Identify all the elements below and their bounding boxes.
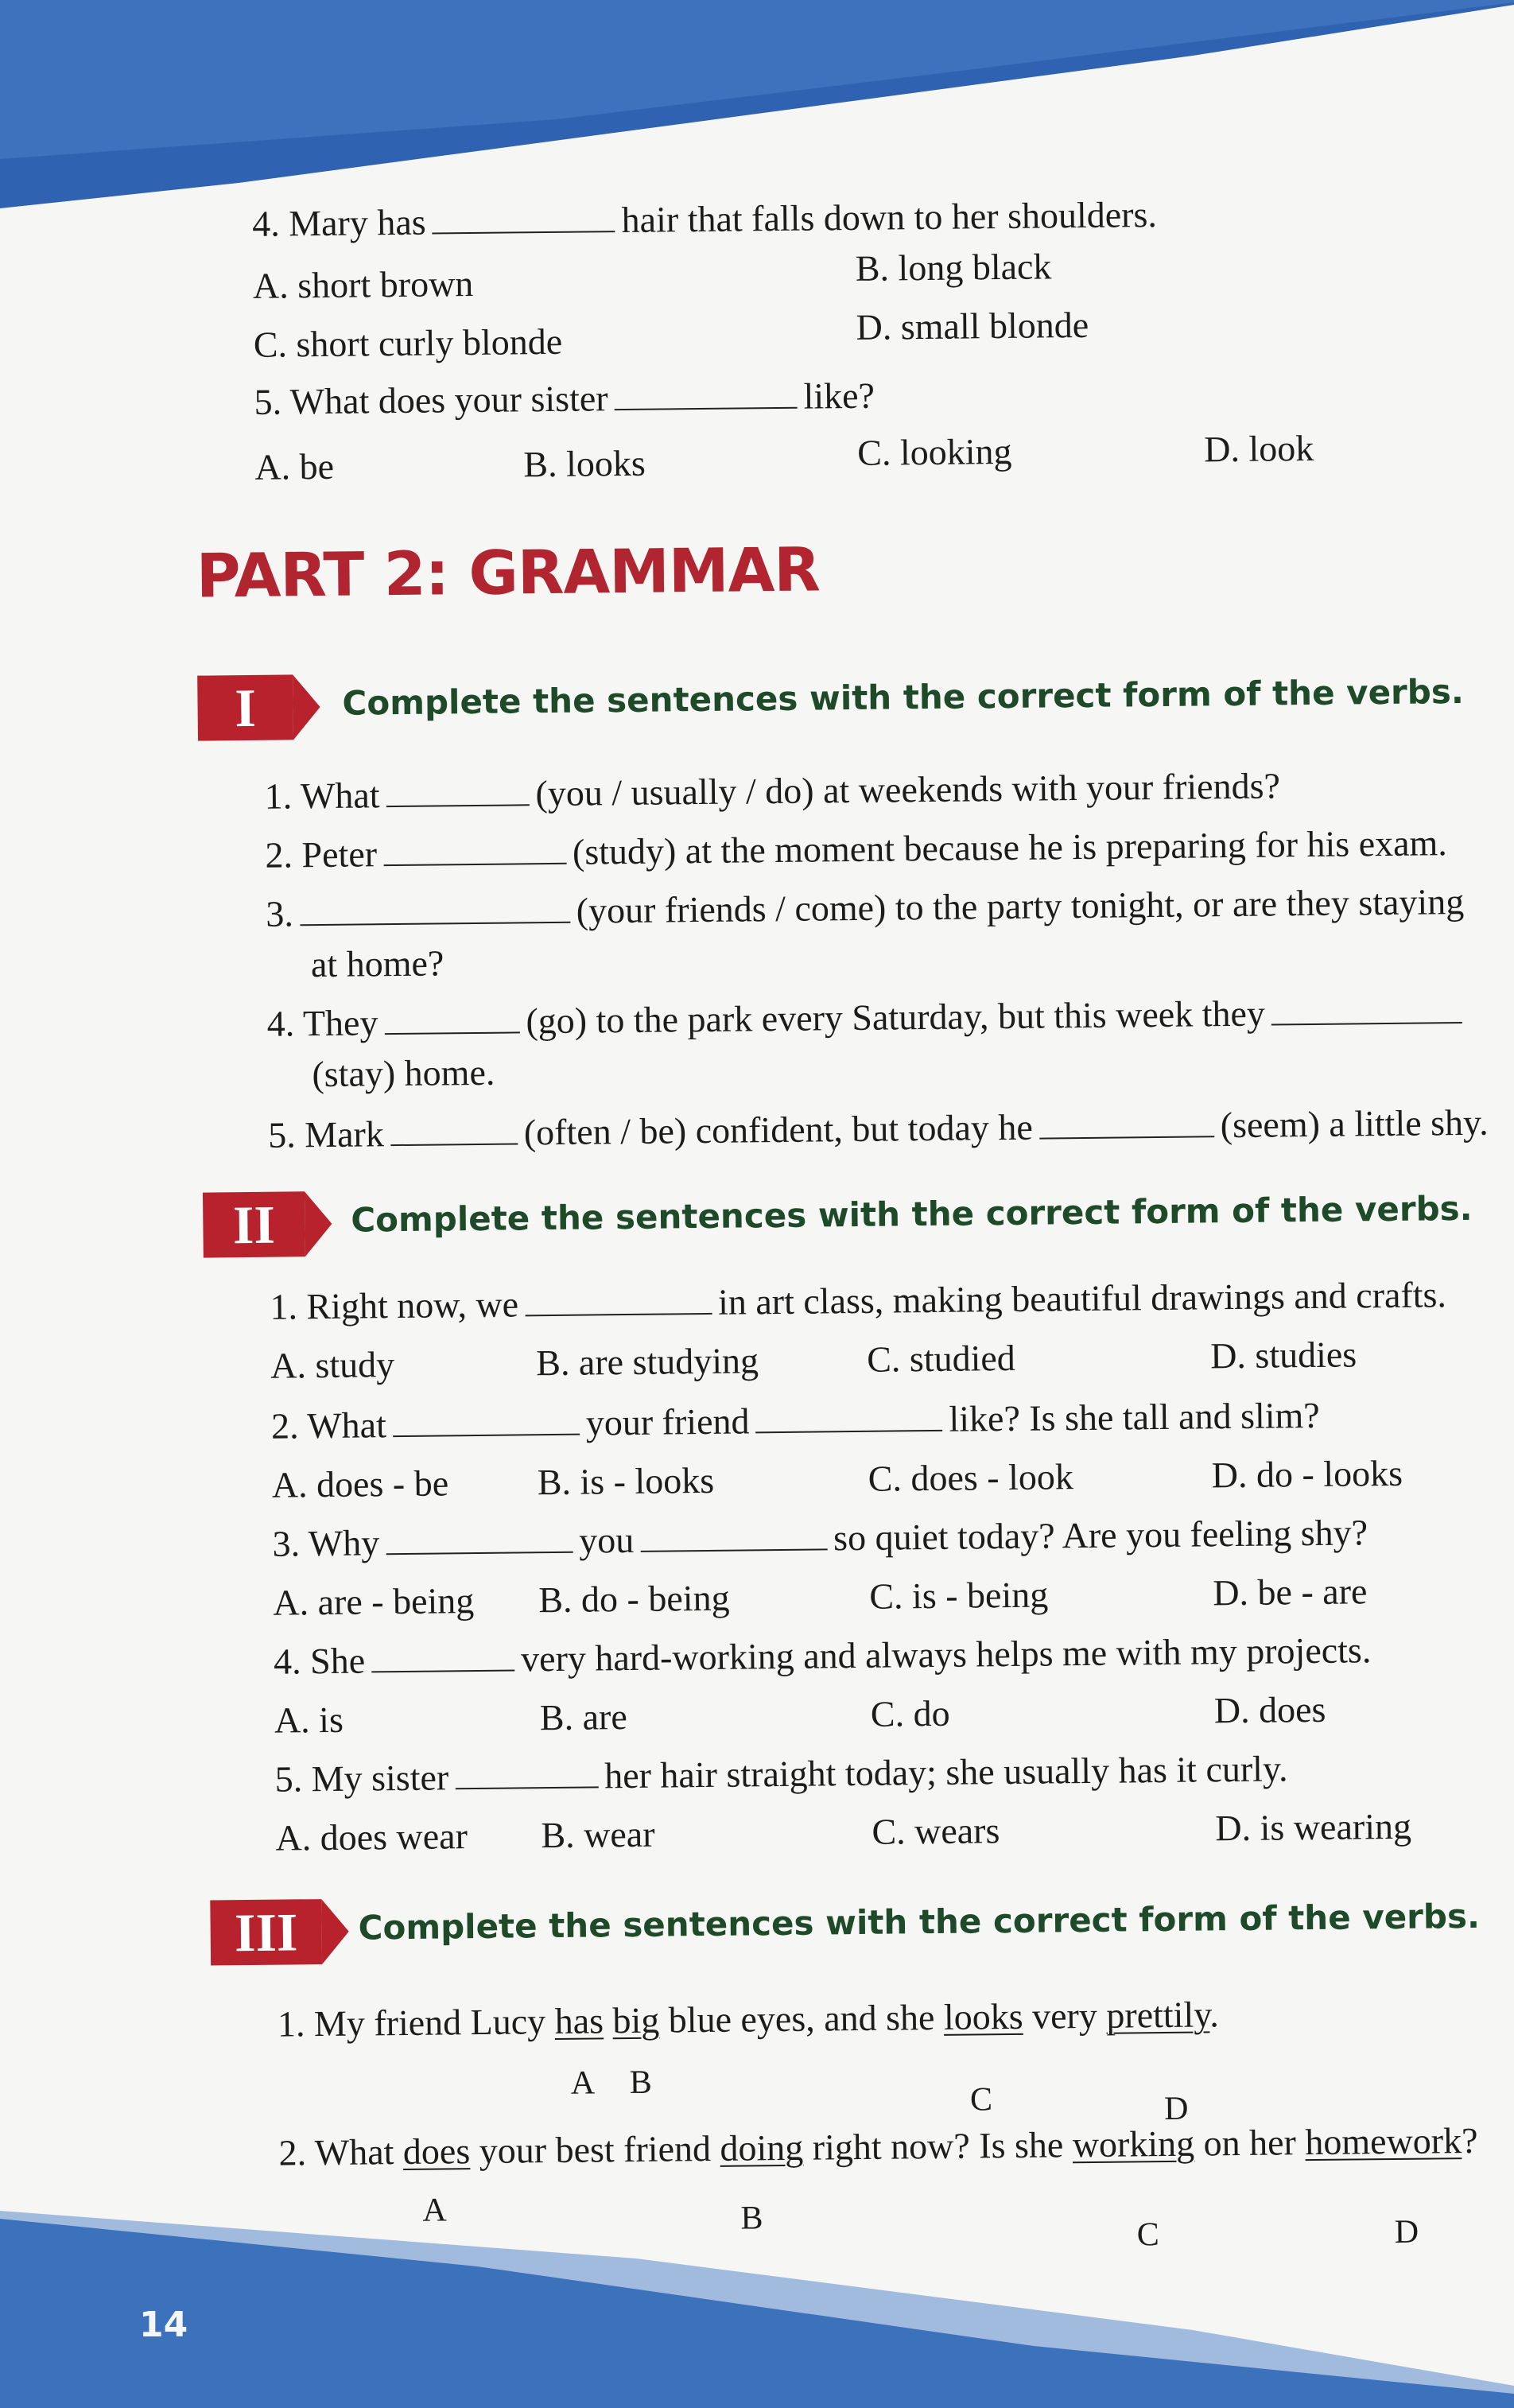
option-a[interactable]: A. study: [270, 1344, 395, 1386]
option-b[interactable]: B. are studying: [535, 1340, 759, 1384]
option-b[interactable]: B. long black: [855, 246, 1052, 289]
question-line: 2. Peter (study) at the moment because he is preparing for his exam.: [265, 822, 1448, 876]
option-d[interactable]: D. look: [1203, 427, 1314, 470]
section-numeral: I: [197, 674, 293, 740]
answer-blank[interactable]: [386, 1523, 573, 1555]
part-title: PART 2: GRAMMAR: [196, 534, 821, 612]
answer-blank[interactable]: [384, 1003, 519, 1035]
underlined-part-a[interactable]: does: [402, 2130, 471, 2173]
question-line: 5. My sister her hair straight today; she usually has it curly.: [274, 1748, 1288, 1800]
answer-blank[interactable]: [1271, 993, 1462, 1026]
option-a[interactable]: A. be: [254, 445, 335, 487]
question-line: 1. Right now, we in art class, making beautiful drawings and crafts.: [270, 1274, 1447, 1327]
section-instruction: Complete the sentences with the correct form of the verbs.: [351, 1188, 1473, 1240]
answer-blank[interactable]: [386, 775, 529, 807]
answer-blank[interactable]: [614, 379, 797, 410]
page-number: 14: [139, 2305, 188, 2345]
underlined-part-b[interactable]: big: [612, 1999, 660, 2041]
answer-blank[interactable]: [300, 893, 570, 926]
option-c[interactable]: C. do: [870, 1692, 950, 1734]
section-instruction: Complete the sentences with the correct form of the verbs.: [358, 1896, 1481, 1948]
error-question-line: 1. My friend Lucy has big blue eyes, and she looks very prettily.: [277, 1994, 1219, 2045]
option-b[interactable]: B. looks: [523, 442, 646, 485]
option-letter: B: [629, 2064, 652, 2102]
arrow-icon: [305, 1191, 332, 1256]
option-a[interactable]: A. is: [274, 1699, 344, 1741]
question-line: 2. What your friend like? Is she tall and slim?: [270, 1394, 1320, 1447]
option-c[interactable]: C. studied: [866, 1337, 1016, 1380]
option-d[interactable]: D. be - are: [1213, 1571, 1368, 1614]
section-numeral: II: [203, 1191, 305, 1257]
question-line: 3. Why you so quiet today? Are you feeling shy?: [272, 1512, 1368, 1564]
question-line: 4. She very hard-working and always helps me with my projects.: [273, 1629, 1372, 1682]
option-letter: A: [570, 2064, 596, 2102]
underlined-part-b[interactable]: doing: [720, 2126, 804, 2169]
question-continuation: (stay) home.: [312, 1051, 495, 1095]
section-header-iii: [210, 1896, 1481, 1966]
option-letter: C: [969, 2081, 993, 2119]
answer-blank[interactable]: [640, 1520, 827, 1552]
answer-blank[interactable]: [525, 1284, 712, 1316]
answer-blank[interactable]: [390, 1114, 518, 1146]
option-d[interactable]: D. do - looks: [1211, 1452, 1403, 1496]
option-b[interactable]: B. wear: [541, 1813, 655, 1856]
question-line: 5. What does your sister like?: [254, 375, 875, 422]
option-a[interactable]: A. does wear: [275, 1816, 468, 1858]
option-c[interactable]: C. wears: [872, 1810, 1000, 1852]
underlined-part-d[interactable]: homework: [1305, 2120, 1462, 2163]
option-d[interactable]: D. is wearing: [1215, 1805, 1412, 1849]
option-letter: A: [422, 2192, 447, 2229]
option-letter: D: [1394, 2213, 1419, 2251]
option-b[interactable]: B. is - looks: [537, 1459, 715, 1503]
answer-blank[interactable]: [393, 1405, 580, 1437]
question-line: 4. They (go) to the park every Saturday, but this week they: [266, 992, 1469, 1044]
underlined-part-c[interactable]: looks: [943, 1995, 1023, 2037]
section-header-i: [197, 671, 1465, 741]
question-line: 4. Mary has hair that falls down to her shoulders.: [251, 193, 1158, 244]
answer-blank[interactable]: [383, 834, 566, 866]
option-letter: C: [1136, 2216, 1160, 2254]
underlined-part-d[interactable]: prettily: [1106, 1994, 1210, 2036]
option-letter: D: [1163, 2090, 1189, 2127]
answer-blank[interactable]: [432, 202, 615, 234]
option-a[interactable]: A. does - be: [271, 1462, 449, 1505]
option-d[interactable]: D. small blonde: [856, 304, 1089, 348]
question-continuation: at home?: [310, 942, 444, 985]
error-question-line: 2. What does your best friend doing right now? Is she working on her homework?: [278, 2119, 1478, 2173]
answer-blank[interactable]: [455, 1757, 598, 1789]
section-header-ii: [203, 1188, 1473, 1258]
question-line: 3. (your friends / come) to the party tonight, or are they staying: [266, 880, 1465, 934]
option-a[interactable]: A. short brown: [252, 262, 474, 306]
answer-blank[interactable]: [1039, 1107, 1214, 1139]
option-c[interactable]: C. short curly blonde: [253, 320, 563, 365]
arrow-icon: [293, 674, 320, 740]
section-instruction: Complete the sentences with the correct form of the verbs.: [342, 671, 1465, 723]
underlined-part-c[interactable]: working: [1072, 2123, 1195, 2165]
option-d[interactable]: D. studies: [1209, 1334, 1357, 1377]
question-line: 5. Mark (often / be) confident, but today he (seem) a little shy.: [267, 1101, 1489, 1155]
option-c[interactable]: C. does - look: [868, 1456, 1074, 1499]
option-b[interactable]: B. do - being: [538, 1577, 730, 1621]
option-c[interactable]: C. is - being: [869, 1574, 1049, 1617]
option-b[interactable]: B. are: [539, 1696, 627, 1738]
section-numeral: III: [210, 1899, 322, 1965]
option-d[interactable]: D. does: [1213, 1688, 1326, 1731]
answer-blank[interactable]: [371, 1641, 514, 1673]
question-line: 1. What (you / usually / do) at weekends with your friends?: [264, 765, 1281, 817]
underlined-part-a[interactable]: has: [554, 2000, 604, 2042]
arrow-icon: [321, 1899, 349, 1964]
answer-blank[interactable]: [755, 1401, 942, 1433]
option-c[interactable]: C. looking: [856, 430, 1012, 473]
option-letter: B: [740, 2200, 763, 2237]
option-a[interactable]: A. are - being: [273, 1580, 475, 1623]
